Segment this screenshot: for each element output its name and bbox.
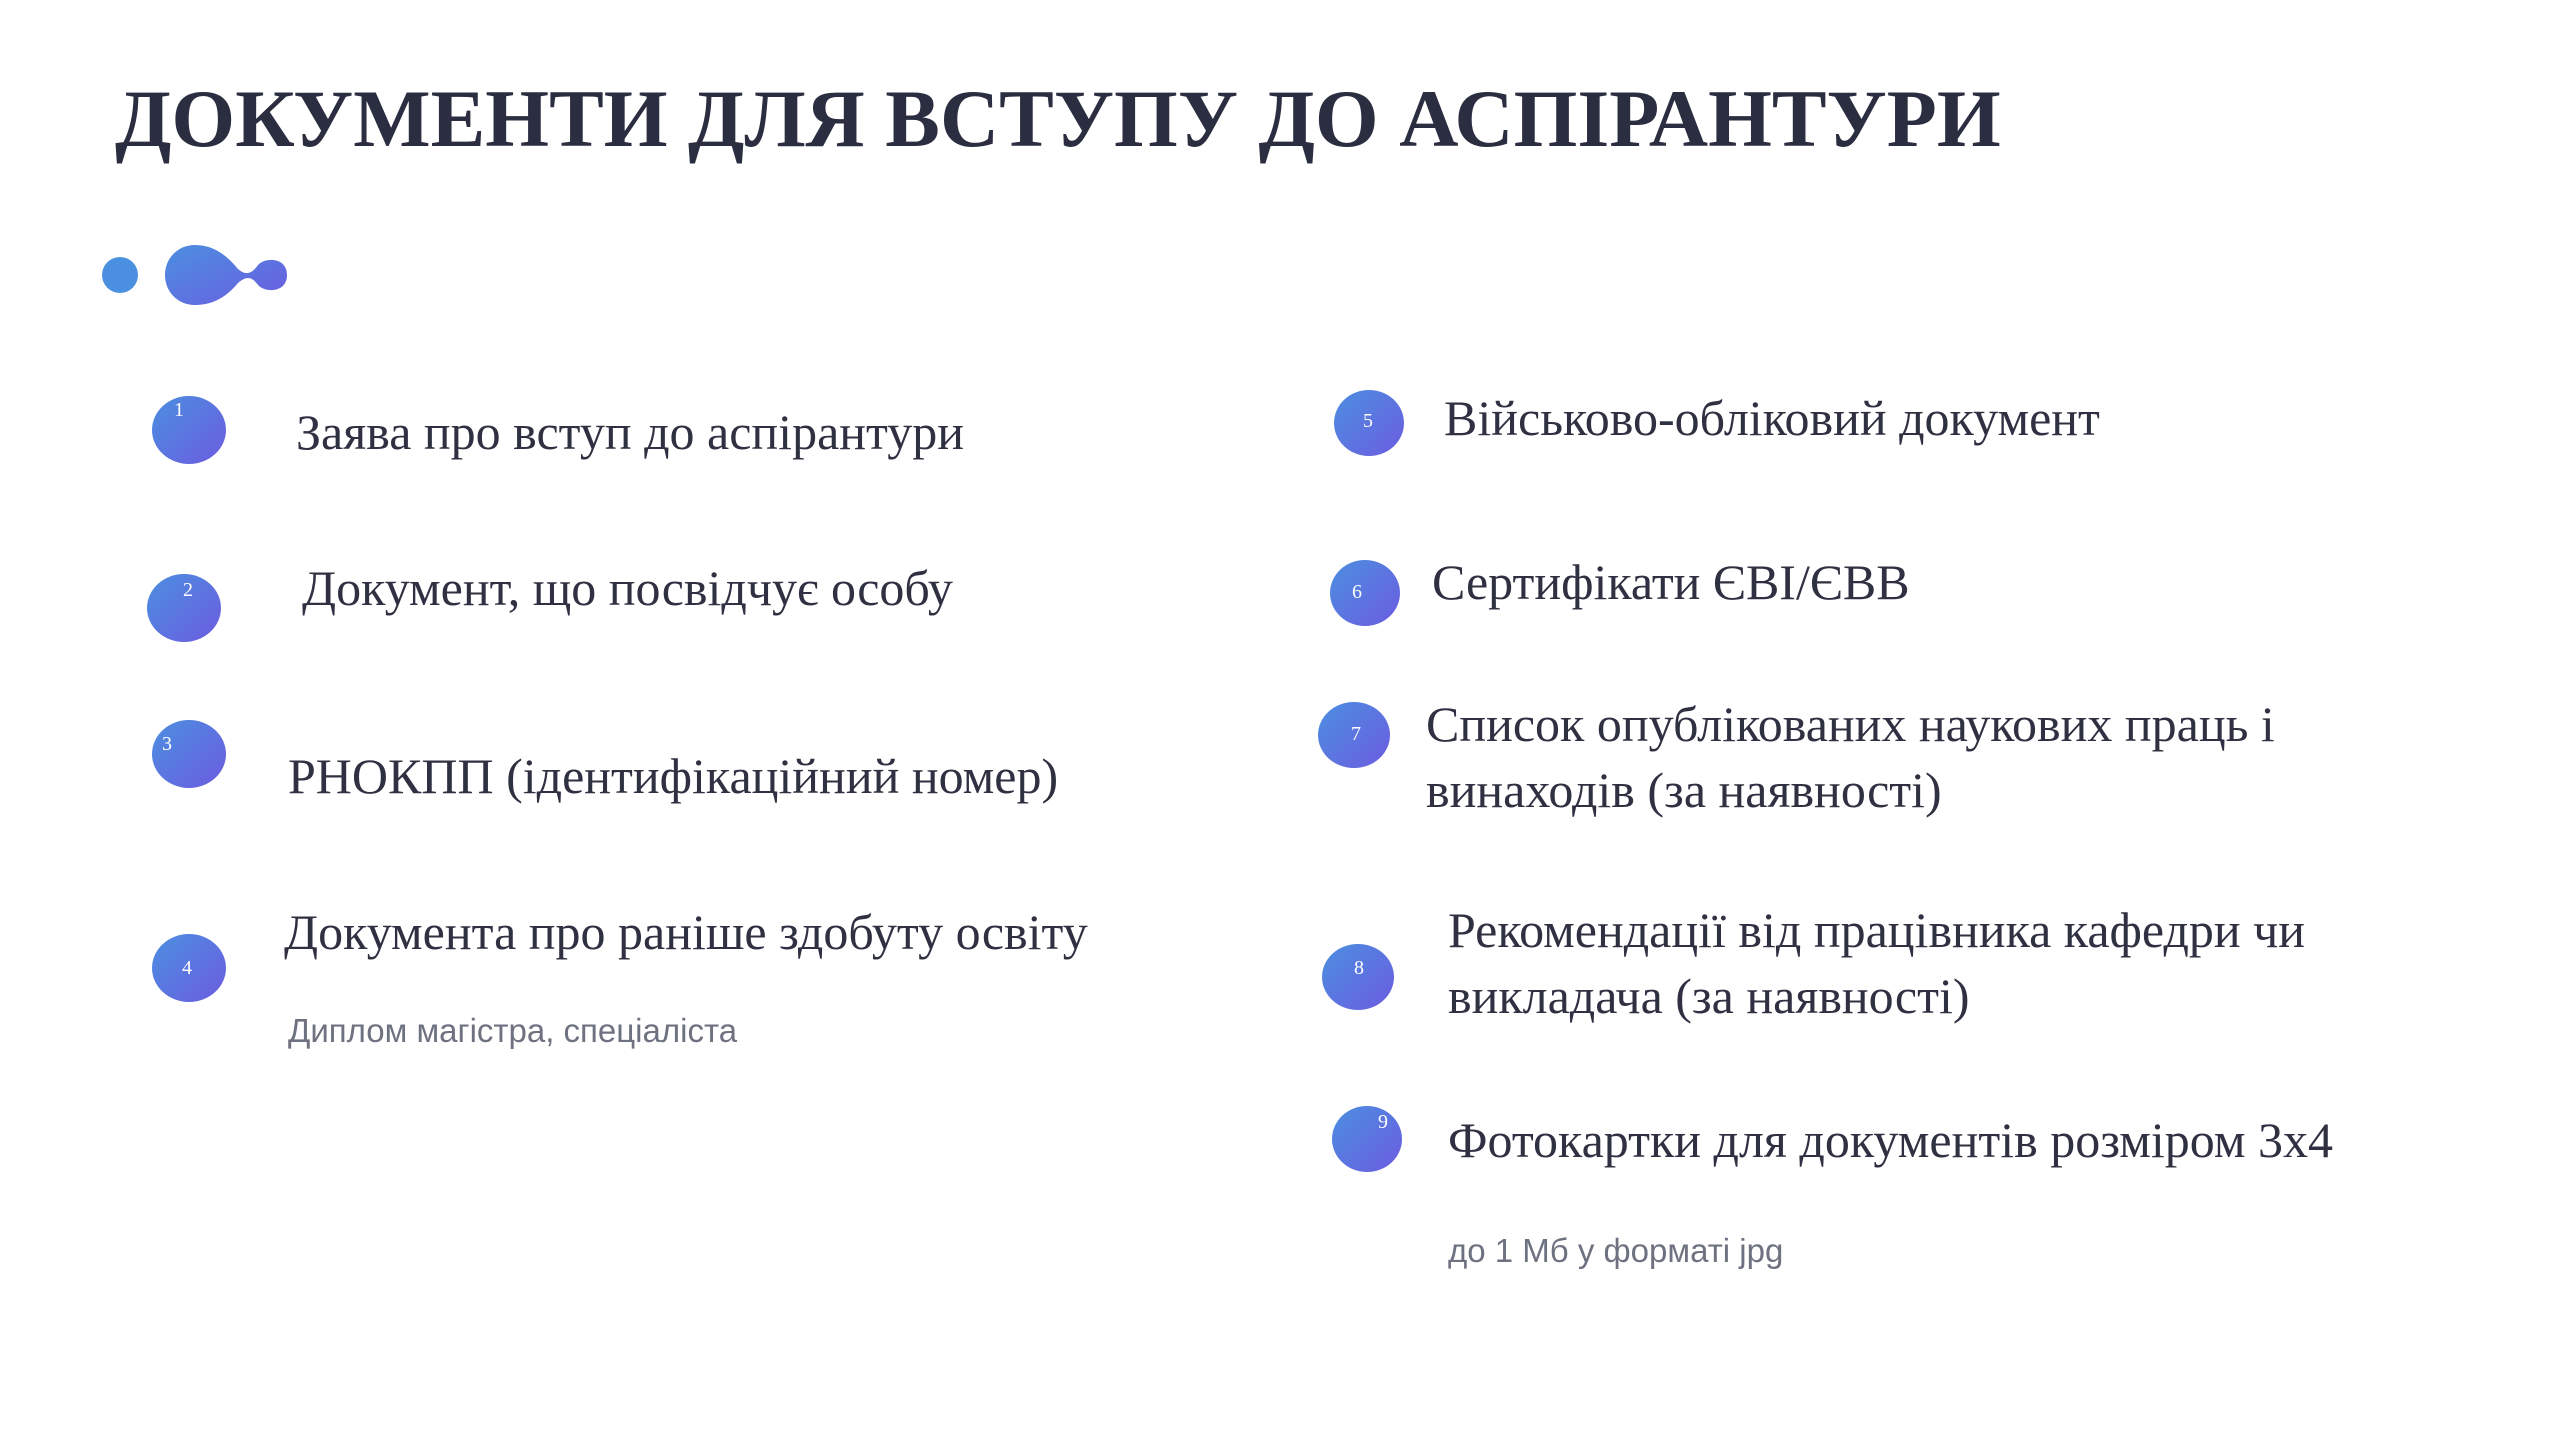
item-1-text: Заява про вступ до аспірантури <box>296 404 964 460</box>
bullet-2 <box>147 574 221 642</box>
item-9-text: Фотокартки для документів розміром 3х4 <box>1448 1112 2333 1168</box>
item-3-text: РНОКПП (ідентифікаційний номер) <box>288 748 1059 804</box>
bullet-number: 3 <box>162 733 172 755</box>
item-7-line2: винаходів (за наявності) <box>1426 762 1942 818</box>
bullet-6 <box>1330 560 1400 626</box>
bullet-number: 5 <box>1363 410 1373 432</box>
bullet-3 <box>152 720 226 788</box>
bullet-number: 7 <box>1351 723 1361 745</box>
decorative-blob-icon <box>95 235 295 315</box>
slide-title: ДОКУМЕНТИ ДЛЯ ВСТУПУ ДО АСПІРАНТУРИ <box>115 73 2001 164</box>
item-8-line1: Рекомендації від працівника кафедри чи <box>1448 902 2306 958</box>
item-2-text: Документ, що посвідчує особу <box>302 560 953 616</box>
item-6-text: Сертифікати ЄВІ/ЄВВ <box>1432 554 1910 610</box>
item-4-note: Диплом магістра, спеціаліста <box>288 1012 738 1049</box>
bullet-number: 2 <box>183 579 193 601</box>
bullet-number: 4 <box>182 957 192 979</box>
item-9-note: до 1 Мб у форматі jpg <box>1448 1232 1784 1269</box>
bullet-number: 9 <box>1378 1111 1388 1133</box>
bullet-5 <box>1334 390 1404 456</box>
bullet-number: 1 <box>174 399 184 421</box>
item-8-line2: викладача (за наявності) <box>1448 968 1970 1024</box>
bullet-9 <box>1332 1106 1402 1172</box>
bullet-number: 6 <box>1352 581 1362 603</box>
item-4-text: Документа про раніше здобуту освіту <box>284 904 1088 960</box>
bullet-1 <box>152 396 226 464</box>
bullet-8 <box>1322 944 1394 1010</box>
item-5-text: Військово-обліковий документ <box>1444 390 2100 446</box>
bullet-4 <box>152 934 226 1002</box>
bullet-number: 8 <box>1354 957 1364 979</box>
bullet-7 <box>1318 702 1390 768</box>
item-7-line1: Список опублікованих наукових праць і <box>1426 696 2275 752</box>
